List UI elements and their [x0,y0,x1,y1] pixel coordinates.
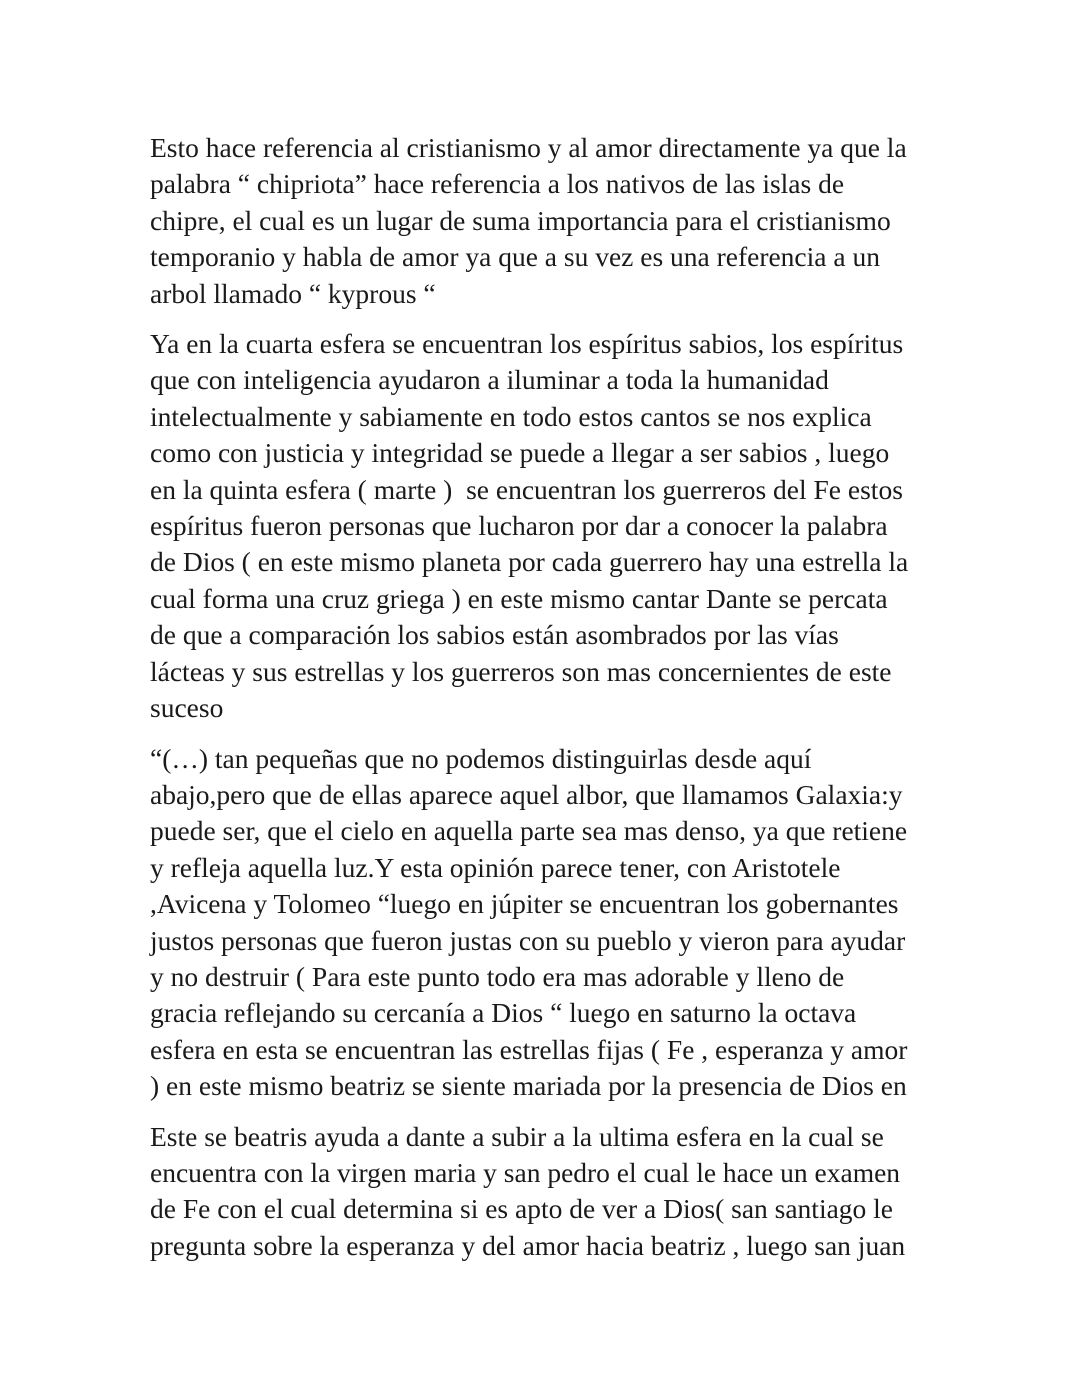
text-line: abajo,pero que de ellas aparece aquel albor, que llamamos Galaxia:y [150,778,903,810]
text-line: chipre, el cual es un lugar de suma importancia para el cristianismo [150,204,891,236]
text-line: pregunta sobre la esperanza y del amor hacia beatriz , luego san juan [150,1229,906,1261]
text-line: puede ser, que el cielo en aquella parte sea mas denso, ya que retiene [150,815,908,847]
text-line: de que a comparación los sabios están asombrados por las vías [150,619,839,651]
text-line: Este se beatris ayuda a dante a subir a la ultima esfera en la cual se [150,1120,884,1152]
text-line: Ya en la cuarta esfera se encuentran los espíritus sabios, los espíritus [150,328,904,360]
text-line: y refleja aquella luz.Y esta opinión parece tener, con Aristotele [150,851,841,883]
document-body [150,130,950,1278]
text-line: esfera en esta se encuentran las estrellas fijas ( Fe , esperanza y amor [150,1033,908,1065]
text-line: suceso [150,692,224,724]
text-line: Esto hace referencia al cristianismo y al amor directamente ya que la [150,132,907,163]
paragraph-ultima-esfera [150,1119,950,1265]
paragraph-quote-galaxia [150,741,950,1105]
text-line: palabra “ chipriota” hace referencia a los nativos de las islas de [150,168,845,200]
text-line: y no destruir ( Para este punto todo era mas adorable y lleno de [150,960,845,992]
text-line: espíritus fueron personas que lucharon por dar a conocer la palabra [150,510,888,542]
text-line: en la quinta esfera ( marte ) se encuentran los guerreros del Fe estos [150,473,903,505]
text-line: lácteas y sus estrellas y los guerreros son mas concernientes de este [150,655,892,687]
text-line: cual forma una cruz griega ) en este mismo cantar Dante se percata [150,582,888,614]
text-line: temporanio y habla de amor ya que a su vez es una referencia a un [150,241,880,273]
text-line: como con justicia y integridad se puede a llegar a ser sabios , luego [150,437,890,469]
text-line: “(…) tan pequeñas que no podemos distinguirlas desde aquí [150,742,812,774]
text-line: gracia reflejando su cercanía a Dios “ luego en saturno la octava [150,997,857,1029]
text-line: ,Avicena y Tolomeo “luego en júpiter se encuentran los gobernantes [150,888,899,920]
text-line: arbol llamado “ kyprous “ [150,277,436,309]
text-line: de Fe con el cual determina si es apto de ver a Dios( san santiago le [150,1193,894,1225]
text-line: justos personas que fueron justas con su pueblo y vieron para ayudar [150,924,906,956]
text-line: de Dios ( en este mismo planeta por cada guerrero hay una estrella la [150,546,909,578]
text-line: ) en este mismo beatriz se siente mariada por la presencia de Dios en [150,1070,907,1102]
text-line: encuentra con la virgen maria y san pedro el cual le hace un examen [150,1156,901,1188]
text-line: intelectualmente y sabiamente en todo estos cantos se nos explica [150,400,872,432]
paragraph-cuarta-esfera [150,326,950,726]
paragraph-chipre [150,130,950,312]
text-line: que con inteligencia ayudaron a iluminar a toda la humanidad [150,364,829,396]
